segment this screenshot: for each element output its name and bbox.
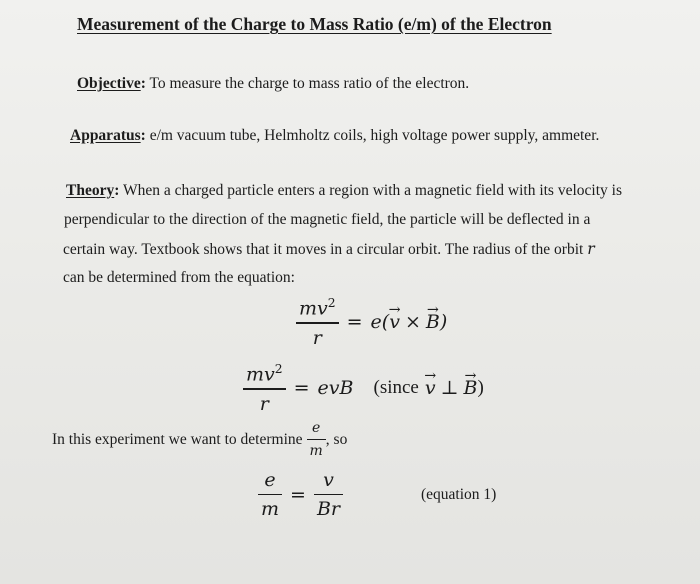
velocity-vector: → v [389,311,400,333]
theory-line-2: perpendicular to the direction of the magnetic field, the particle will be deflected in a [64,211,591,228]
theory-line-1: Theory: When a charged particle enters a region with a magnetic field with its velocity is [66,182,622,199]
objective-line: Objective: To measure the charge to mass ratio of the electron. [77,75,470,92]
theory-line-4: can be determined from the equation: [63,269,295,286]
eq3-rhs-fraction: $\frac{v}{Br}$ [314,469,343,520]
eq3-lhs-fraction: $\frac{e}{m}$ [258,469,282,520]
determine-after: , so [325,430,348,448]
eq2-fraction: $\frac{mv^2}{r}$ [243,362,286,415]
velocity-vector: → v [425,377,436,399]
page-title: Measurement of the Charge to Mass Ratio (e/m) of the Electron [77,14,552,34]
equation-perpendicular: $\frac{mv^2}{r}$ = evB (since → v ⊥ → B ) [243,362,484,415]
apparatus-line: Apparatus: e/m vacuum tube, Helmholtz coils, high voltage power supply, ammeter. [70,127,600,144]
equation-lorentz-force: $\frac{mv^2}{r}$ = e( → v × → B ) [296,296,447,349]
theory-label: Theory [66,182,115,199]
theory-text-1: When a charged particle enters a region with a magnetic field with its velocity is [123,182,622,199]
orbit-radius-variable: r [587,240,595,258]
determine-line [52,420,347,459]
magnetic-field-vector: → B [463,377,477,399]
theory-text-3: certain way. Textbook shows that it moves in a circular orbit. The radius of the orbit [63,241,584,258]
e-over-m-fraction: $\frac{e}{m}$ [307,420,326,459]
equation-1: $\frac{e}{m}$ = $\frac{v}{Br}$ [258,469,343,520]
objective-label: Objective [77,75,141,92]
eq1-fraction: $\frac{mv^2}{r}$ [296,296,339,349]
apparatus-label: Apparatus [70,127,141,144]
determine-text: In this experiment we want to determine [52,430,303,448]
equation-1-label: (equation 1) [421,486,497,503]
theory-line-3 [63,240,595,259]
objective-text: To measure the charge to mass ratio of the electron. [149,75,470,92]
magnetic-field-vector: → B [426,311,440,333]
apparatus-text: e/m vacuum tube, Helmholtz coils, high voltage power supply, ammeter. [149,127,600,144]
